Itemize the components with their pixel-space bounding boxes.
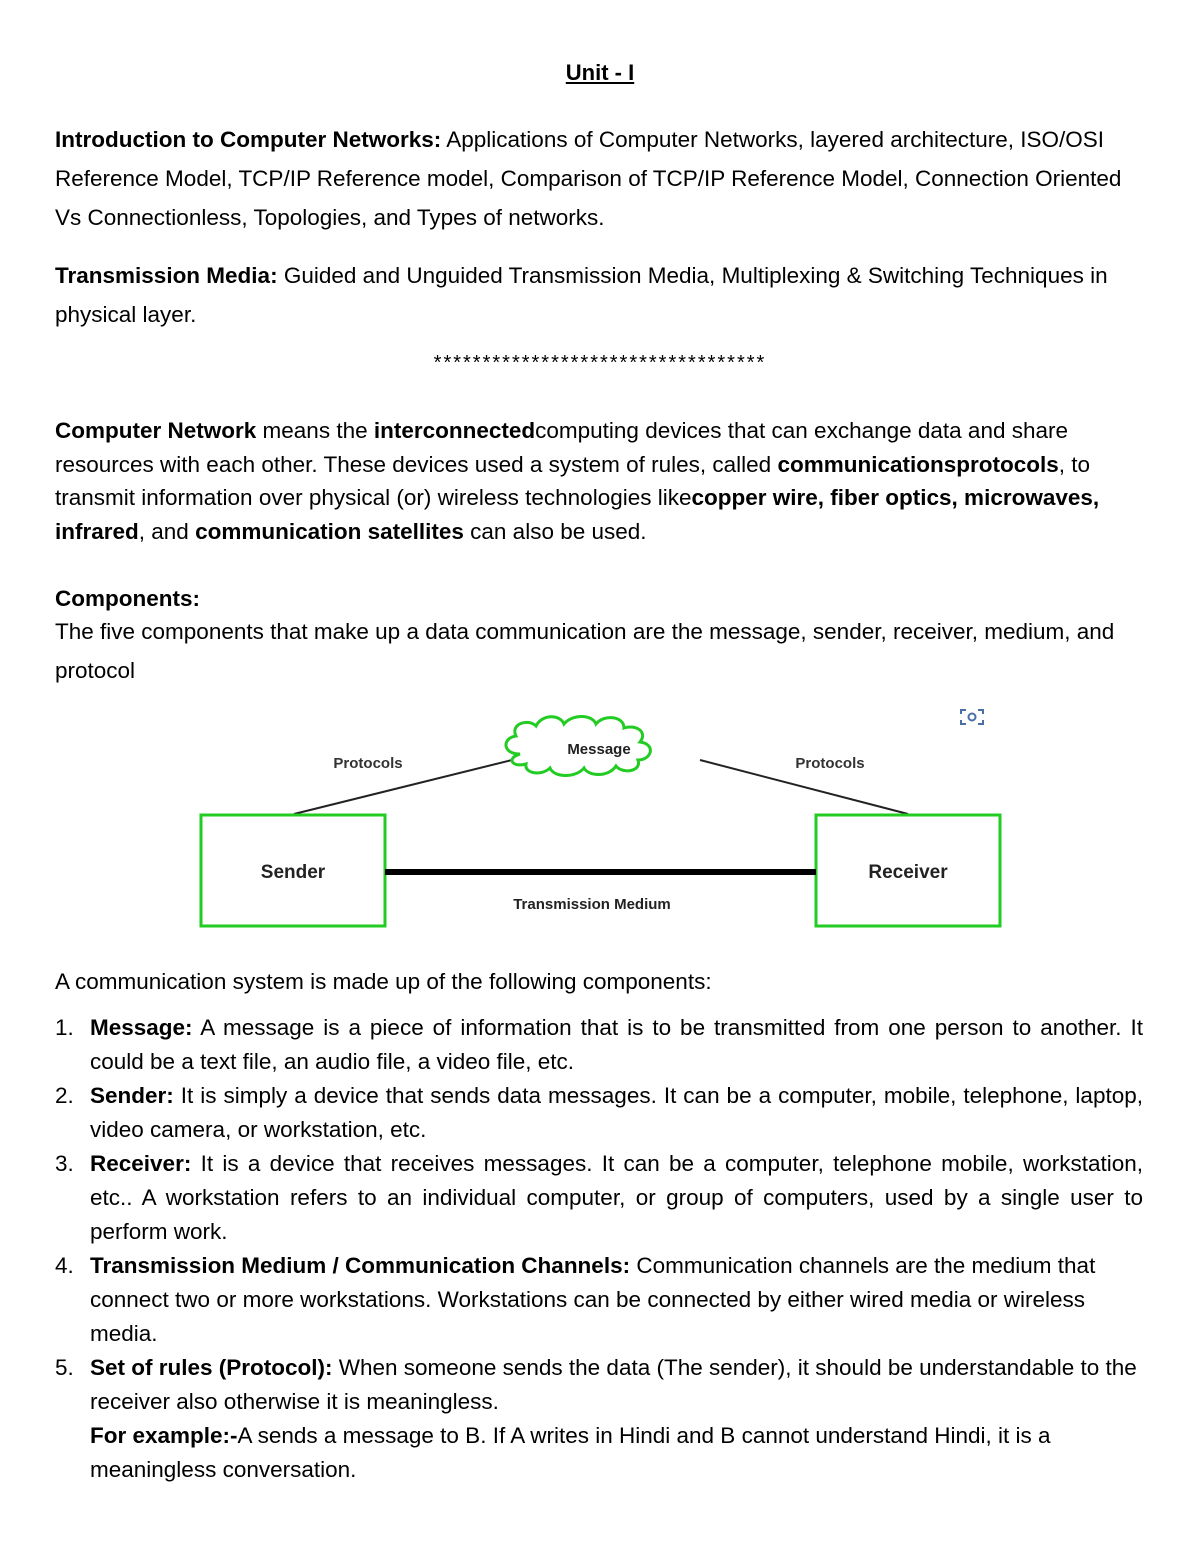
list-item-label: Transmission Medium / Communication Channels: — [90, 1253, 631, 1278]
intro-paragraph — [55, 120, 1145, 237]
list-intro — [55, 962, 1145, 1001]
example-label: For example:- — [90, 1423, 238, 1448]
transmission-text: Guided and Unguided Transmission Media, Multiplexing & Switching Techniques in physical layer. — [55, 263, 1108, 327]
def-bold-5: communication satellites — [195, 518, 464, 544]
list-item-label: Message: — [90, 1015, 193, 1040]
def-text-5: can also be used. — [463, 518, 647, 544]
example-block — [90, 1419, 1143, 1487]
list-item-text: It is a device that receives messages. It can be a computer, telephone mobile, workstation, etc.. A workstation refers to an individual computer, or group of computers, used by a single user to perform work. — [90, 1151, 1143, 1244]
list-item-text: Communication channels are the medium that connect two or more workstations. Workstations can be connected by either wired media or wireless media. — [90, 1253, 1096, 1346]
def-text-3: , to transmit information over physical (or) wireless technologies like — [55, 451, 1091, 510]
def-text-2: computing devices that can exchange data and share resources with each other. These devices used a system of rules, called — [55, 418, 1068, 477]
def-text-4: , and — [138, 518, 196, 544]
intro-text: Applications of Computer Networks, layered architecture, ISO/OSI Reference Model, TCP/IP Reference model, Comparison of TCP/IP Reference Model, Connection Oriented Vs Connectionless, Topologies, and Types of networks. — [55, 127, 1122, 230]
def-bold-3: communicationsprotocols — [777, 451, 1059, 477]
list-item — [55, 1147, 1143, 1249]
definition-paragraph — [55, 414, 1145, 548]
list-item-label: Receiver: — [90, 1151, 192, 1176]
separator: ********************************** — [433, 352, 767, 374]
def-bold-4: copper wire, fiber optics, microwaves, infrared — [55, 485, 1100, 544]
components-text: The five components that make up a data communication are the message, sender, receiver, medium, and protocol — [55, 619, 1115, 683]
list-intro-text: A communication system is made up of the following components: — [55, 969, 712, 994]
def-text-1: means the — [256, 418, 374, 443]
components-heading-block — [55, 582, 1145, 616]
list-item — [55, 1079, 1143, 1147]
protocol-line-left — [294, 760, 512, 814]
components-paragraph — [55, 612, 1145, 690]
example-text: A sends a message to B. If A writes in Hindi and B cannot understand Hindi, it is a meaningless conversation. — [90, 1423, 1051, 1482]
transmission-paragraph — [55, 256, 1145, 334]
def-bold-1: Computer Network — [55, 418, 257, 443]
list-item-number: 4. — [55, 1253, 74, 1278]
protocols-left-label: Protocols — [333, 755, 403, 772]
list-item — [55, 1011, 1143, 1079]
communication-diagram — [190, 702, 1020, 938]
page-title: Unit - I — [565, 60, 635, 85]
list-item-text: When someone sends the data (The sender), it should be understandable to the receiver also otherwise it is meaningless. — [90, 1355, 1137, 1414]
protocols-right-label: Protocols — [795, 755, 865, 772]
list-item-number: 5. — [55, 1355, 74, 1380]
components-list — [55, 1011, 1143, 1487]
sender-label: Sender — [260, 862, 326, 883]
components-heading: Components: — [55, 586, 200, 611]
list-item-text: A message is a piece of information that is to be transmitted from one person to another. It could be a text file, an audio file, a video file, etc. — [90, 1015, 1143, 1074]
intro-label: Introduction to Computer Networks: — [55, 127, 442, 152]
transmission-label: Transmission Media: — [55, 263, 278, 288]
list-item — [55, 1351, 1143, 1487]
list-item — [55, 1249, 1143, 1351]
list-item-number: 3. — [55, 1151, 74, 1176]
list-item-number: 1. — [55, 1015, 74, 1040]
list-item-text: It is simply a device that sends data messages. It can be a computer, mobile, telephone, laptop, video camera, or workstation, etc. — [90, 1083, 1143, 1142]
def-bold-2: interconnected — [373, 418, 536, 443]
receiver-label: Receiver — [868, 862, 948, 883]
medium-label: Transmission Medium — [513, 896, 671, 913]
image-scan-icon[interactable] — [958, 706, 986, 728]
message-label: Message — [567, 741, 631, 758]
list-item-number: 2. — [55, 1083, 74, 1108]
list-item-label: Set of rules (Protocol): — [90, 1355, 333, 1380]
list-item-label: Sender: — [90, 1083, 174, 1108]
